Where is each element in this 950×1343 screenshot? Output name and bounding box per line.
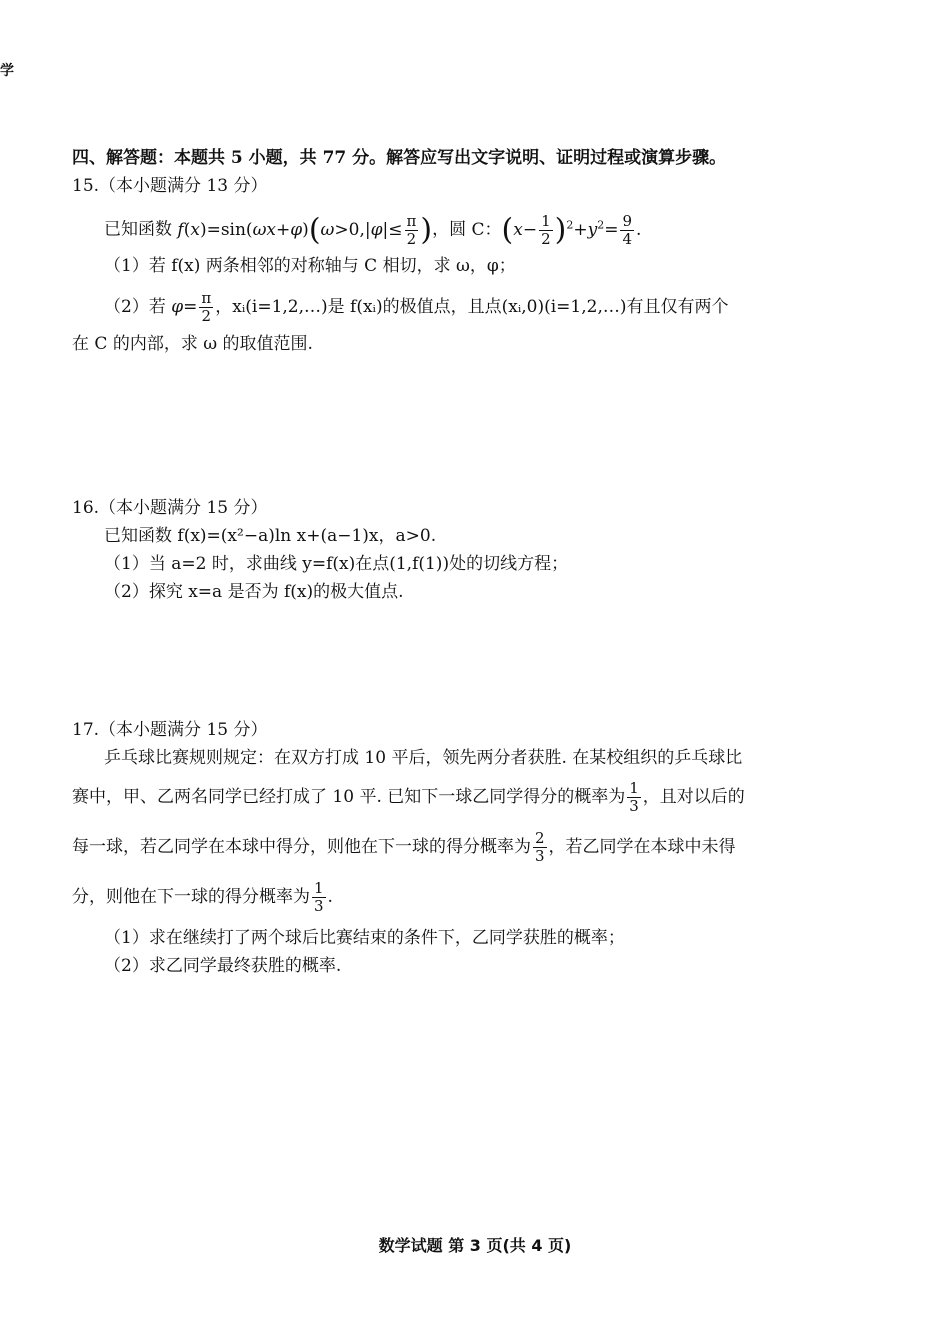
q15-stem bbox=[104, 208, 641, 248]
q16-stem: 已知函数 f(x)=(x²−a)ln x+(a−1)x，a>0. bbox=[104, 526, 437, 546]
q17-line4 bbox=[72, 880, 333, 915]
q15-part1: （1）若 f(x) 两条相邻的对称轴与 C 相切，求 ω，φ； bbox=[104, 256, 516, 276]
q16-part1: （1）当 a=2 时，求曲线 y=f(x)在点(1,f(1))处的切线方程； bbox=[104, 554, 569, 574]
q17-line3 bbox=[72, 830, 736, 865]
page-footer: 数学试题 第 3 页(共 4 页) bbox=[378, 1236, 572, 1255]
q15-circle-formula: C：(x− $\frac{1}{2}$ )$^2+y^2=$ $\frac{9}{4}$ . bbox=[471, 211, 642, 248]
fraction-one-third-b: $\frac{1}{3}$ bbox=[314, 879, 324, 915]
q17-line4-lead: 分，则他在下一球的得分概率为 bbox=[72, 887, 310, 907]
q17-header: 17.（本小题满分 15 分） bbox=[72, 720, 268, 740]
q15-stem-lead: 已知函数 bbox=[104, 219, 172, 240]
q17-part2: （2）求乙同学最终获胜的概率. bbox=[104, 956, 342, 976]
q15-part2-tail: ，xᵢ(i=1,2,…)是 f(xᵢ)的极值点，且点(xᵢ,0)(i=1,2,…)有且仅有两个 bbox=[215, 297, 729, 317]
q17-line1: 乒乓球比赛规则规定：在双方打成 10 平后，领先两分者获胜. 在某校组织的乒乓球比 bbox=[104, 748, 743, 768]
q15-header: 15.（本小题满分 13 分） bbox=[72, 176, 268, 196]
q16-header: 16.（本小题满分 15 分） bbox=[72, 498, 268, 518]
fraction-one-third: $\frac{1}{3}$ bbox=[629, 779, 639, 815]
q17-line2 bbox=[72, 780, 745, 815]
q17-line2-lead: 赛中，甲、乙两名同学已经打成了 10 平. 已知下一球乙同学得分的概率为 bbox=[72, 787, 626, 807]
q17-line3-tail: ，若乙同学在本球中未得 bbox=[548, 837, 736, 857]
q15-stem-circle: ，圆 bbox=[432, 219, 467, 240]
section-heading: 四、解答题：本题共 5 小题，共 77 分。解答应写出文字说明、证明过程或演算步骤。 bbox=[72, 148, 727, 168]
q17-part1: （1）求在继续打了两个球后比赛结束的条件下，乙同学获胜的概率； bbox=[104, 928, 625, 948]
q15-function-formula: f(x)=sin(ωx+φ)(ω>0,|φ|≤ $\frac{\pi}{2}$ ) bbox=[177, 211, 433, 248]
q15-part2 bbox=[104, 290, 729, 325]
q17-line2-tail: ，且对以后的 bbox=[642, 787, 745, 807]
q17-line3-lead: 每一球，若乙同学在本球中得分，则他在下一球的得分概率为 bbox=[72, 837, 531, 857]
q17-line4-tail: . bbox=[327, 887, 333, 907]
edge-mark: 学 bbox=[0, 63, 14, 79]
q16-part2: （2）探究 x=a 是否为 f(x)的极大值点. bbox=[104, 582, 404, 602]
q15-part2-lead: （2）若 bbox=[104, 297, 166, 317]
q15-phi-value: φ= $\frac{\pi}{2}$ bbox=[171, 289, 212, 325]
q15-part2-cont: 在 C 的内部，求 ω 的取值范围. bbox=[72, 334, 313, 354]
fraction-two-thirds: $\frac{2}{3}$ bbox=[535, 829, 545, 865]
